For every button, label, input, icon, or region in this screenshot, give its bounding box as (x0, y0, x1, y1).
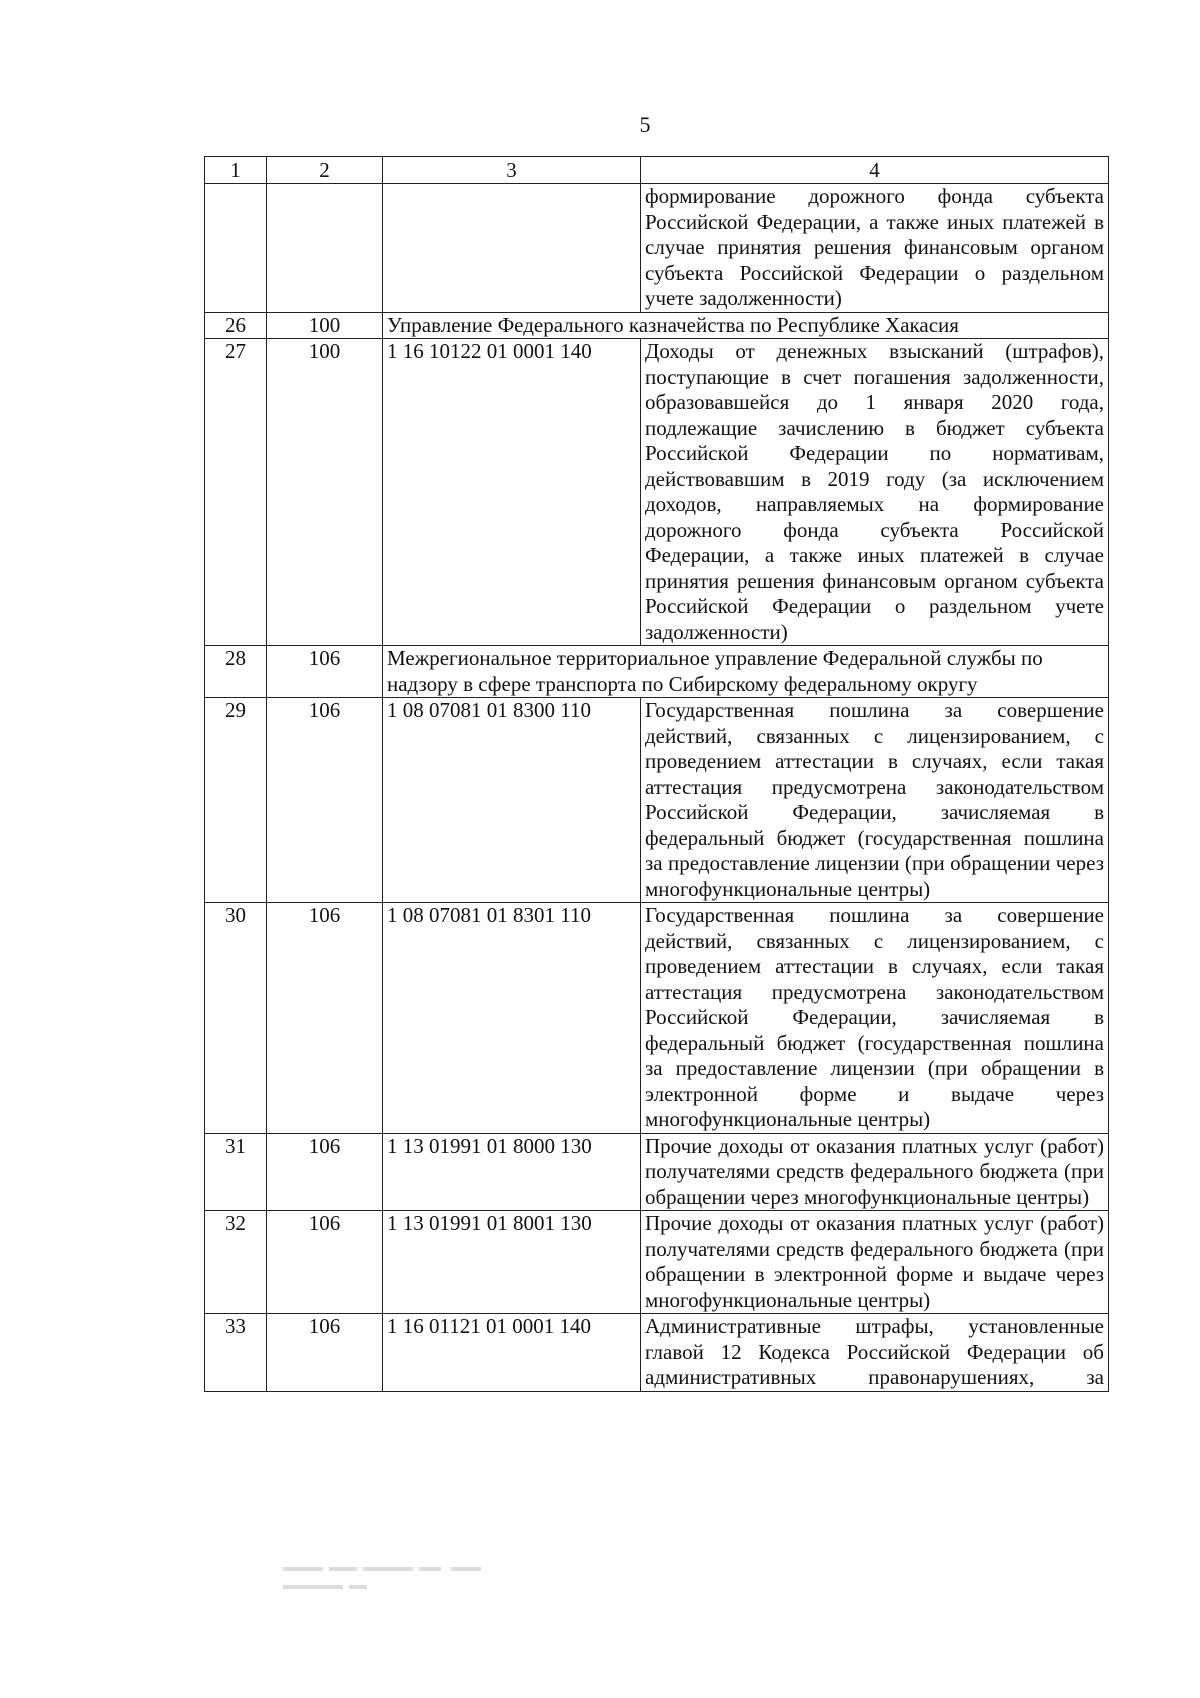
admin-code: 106 (267, 646, 383, 698)
continuation-admin-cell (267, 184, 383, 313)
table-row-29 (205, 698, 1109, 903)
row-number: 31 (205, 1133, 267, 1211)
administrator-name: Межрегиональное территориальное управление Федеральной службы по надзору в сфере транспорта по Сибирскому федеральному округу (383, 646, 1109, 698)
revenue-description: Прочие доходы от оказания платных услуг (работ) получателями средств федерального бюджета (при обращении через многофункциональные центры) (641, 1133, 1109, 1211)
budget-code: 1 13 01991 01 8001 130 (383, 1211, 641, 1314)
column-number-row (205, 157, 1109, 184)
budget-code: 1 08 07081 01 8300 110 (383, 698, 641, 903)
column-number-1: 1 (205, 157, 267, 184)
column-number-3: 3 (383, 157, 641, 184)
row-number: 32 (205, 1211, 267, 1314)
budget-code: 1 16 10122 01 0001 140 (383, 339, 641, 646)
admin-code: 106 (267, 1133, 383, 1211)
budget-code: 1 13 01991 01 8000 130 (383, 1133, 641, 1211)
table-row-32 (205, 1211, 1109, 1314)
admin-code: 106 (267, 1314, 383, 1392)
continuation-row (205, 184, 1109, 313)
admin-code: 106 (267, 1211, 383, 1314)
budget-code: 1 08 07081 01 8301 110 (383, 903, 641, 1134)
row-number: 30 (205, 903, 267, 1134)
admin-code: 100 (267, 312, 383, 339)
row-number: 33 (205, 1314, 267, 1392)
page-number: 5 (639, 112, 651, 137)
row-number: 27 (205, 339, 267, 646)
revenue-description: Административные штрафы, установленные главой 12 Кодекса Российской Федерации об административных правонарушениях, за (641, 1314, 1109, 1392)
continuation-desc-cell: формирование дорожного фонда субъекта Российской Федерации, а также иных платежей в случае принятия решения финансовым органом субъекта Российской Федерации о раздельном учете задолженности) (641, 184, 1109, 313)
table-row-26 (205, 312, 1109, 339)
column-number-2: 2 (267, 157, 383, 184)
faint-stamp-marks (280, 1560, 490, 1600)
admin-code: 106 (267, 698, 383, 903)
revenue-description: Государственная пошлина за совершение действий, связанных с лицензированием, с проведением аттестации в случаях, если такая аттестация предусмотрена законодательством Российской Федерации, зачисляемая в федеральный бюджет (государственная пошлина за предоставление лицензии (при обращении через многофункциональные центры) (641, 698, 1109, 903)
revenue-description: Государственная пошлина за совершение действий, связанных с лицензированием, с проведением аттестации в случаях, если такая аттестация предусмотрена законодательством Российской Федерации, зачисляемая в федеральный бюджет (государственная пошлина за предоставление лицензии (при обращении в электронной форме и выдаче через многофункциональные центры) (641, 903, 1109, 1134)
admin-code: 106 (267, 903, 383, 1134)
administrator-name: Управление Федерального казначейства по Республике Хакасия (383, 312, 1109, 339)
revenue-description: Прочие доходы от оказания платных услуг (работ) получателями средств федерального бюджета (при обращении в электронной форме и выдаче через многофункциональные центры) (641, 1211, 1109, 1314)
admin-code: 100 (267, 339, 383, 646)
table-row-33 (205, 1314, 1109, 1392)
budget-code: 1 16 01121 01 0001 140 (383, 1314, 641, 1392)
table-row-28 (205, 646, 1109, 698)
column-number-4: 4 (641, 157, 1109, 184)
table-row-30 (205, 903, 1109, 1134)
continuation-code-cell (383, 184, 641, 313)
row-number: 28 (205, 646, 267, 698)
table-row-27 (205, 339, 1109, 646)
revenue-description: Доходы от денежных взысканий (штрафов), поступающие в счет погашения задолженности, образовавшейся до 1 января 2020 года, подлежащие зачислению в бюджет субъекта Российской Федерации по нормативам, действовавшим в 2019 году (за исключением доходов, направляемых на формирование дорожного фонда субъекта Российской Федерации, а также иных платежей в случае принятия решения финансовым органом субъекта Российской Федерации о раздельном учете задолженности) (641, 339, 1109, 646)
row-number: 26 (205, 312, 267, 339)
row-number: 29 (205, 698, 267, 903)
revenue-table (204, 156, 1109, 1392)
continuation-num-cell (205, 184, 267, 313)
table-row-31 (205, 1133, 1109, 1211)
